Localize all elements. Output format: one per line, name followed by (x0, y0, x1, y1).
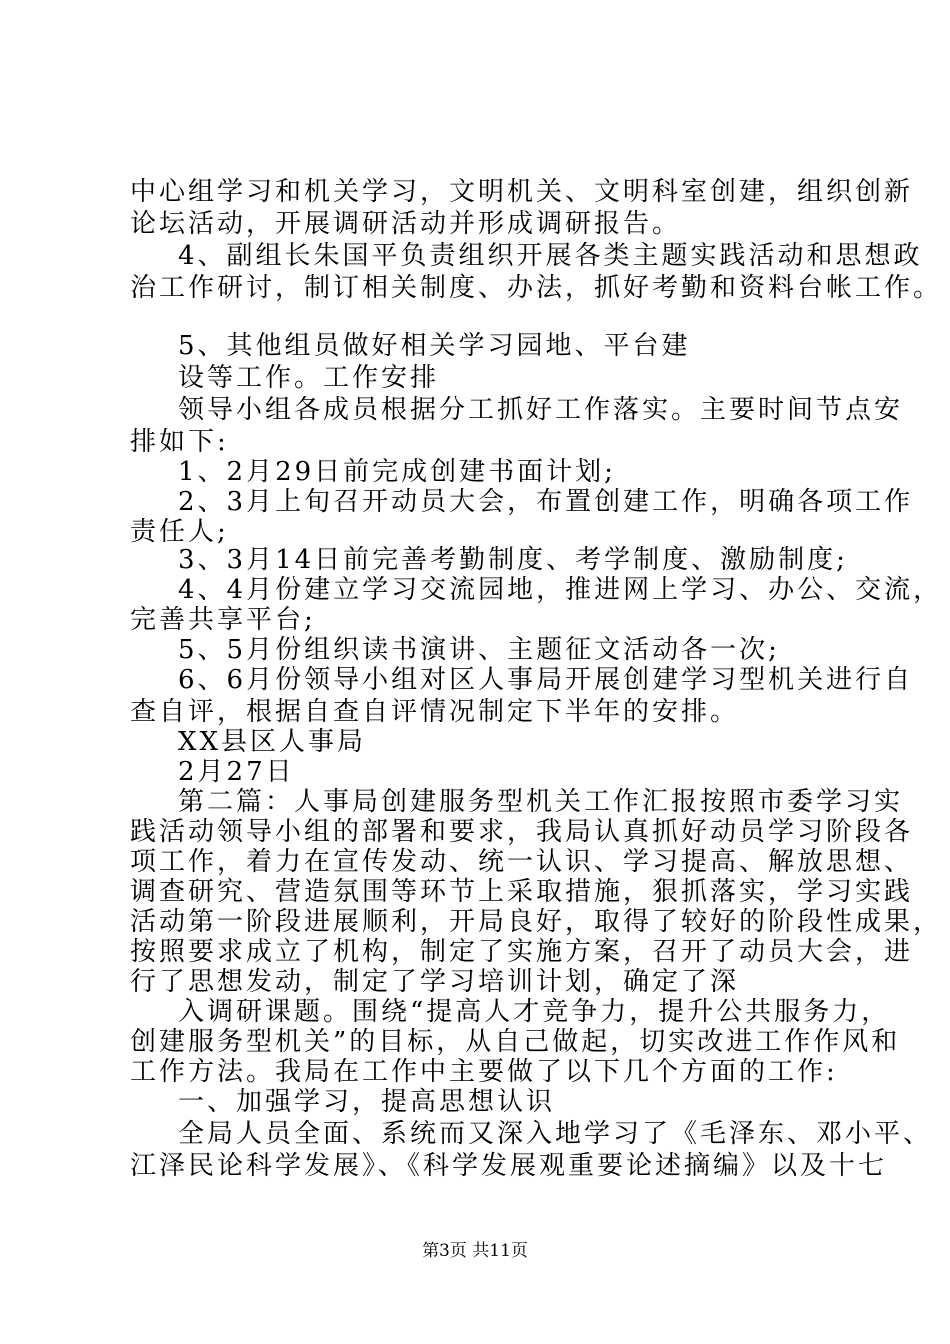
text-line: 江泽民论科学发展》、《科学发展观重要论述摘编》以及十七 (130, 1151, 888, 1181)
text-line: 创建服务型机关”的目标，从自己做起，切实改进工作作风和 (130, 1027, 901, 1057)
text-line: 5、5月份组织读书演讲、主题征文活动各一次; (178, 635, 780, 665)
text-line: 3、3月14日前完善考勤制度、考学制度、激励制度; (178, 545, 848, 575)
text-line: 第二篇：人事局创建服务型机关工作汇报按照市委学习实 (178, 787, 904, 817)
text-line: 项工作，着力在宣传发动、统一认识、学习提高、解放思想、 (130, 847, 914, 877)
text-line: 按照要求成立了机构，制定了实施方案，召开了动员大会，进 (130, 937, 914, 967)
text-line: 一、加强学习，提高思想认识 (178, 1087, 556, 1117)
text-line: 5、其他组员做好相关学习园地、平台建 (178, 331, 691, 361)
text-line: 全局人员全面、系统而又深入地学习了《毛泽东、邓小平、 (178, 1119, 933, 1149)
text-line: 完善共享平台; (130, 605, 316, 635)
text-line: 责任人; (130, 517, 229, 547)
text-line: 2、3月上旬召开动员大会，布置创建工作，明确各项工作 (178, 487, 914, 517)
text-line: 领导小组各成员根据分工抓好工作落实。主要时间节点安 (178, 395, 904, 425)
text-line: 中心组学习和机关学习，文明机关、文明科室创建，组织创新 (130, 177, 914, 207)
text-line: 治工作研讨，制订相关制度、办法，抓好考勤和资料台帐工作。 (130, 273, 943, 303)
text-line: 4、4月份建立学习交流园地，推进网上学习、办公、交流， (178, 575, 943, 605)
text-line: 调查研究、营造氛围等环节上采取措施，狠抓落实，学习实践 (130, 877, 914, 907)
text-line: XX县区人事局 (178, 727, 367, 757)
text-line: 4、副组长朱国平负责组织开展各类主题实践活动和思想政 (178, 241, 923, 271)
text-line: 设等工作。工作安排 (178, 363, 440, 393)
text-line: 2月27日 (178, 757, 295, 787)
text-line: 1、2月29日前完成创建书面计划; (178, 457, 616, 487)
text-line: 践活动领导小组的部署和要求，我局认真抓好动员学习阶段各 (130, 817, 914, 847)
text-line: 查自评，根据自查自评情况制定下半年的安排。 (130, 697, 740, 727)
text-line: 6、6月份领导小组对区人事局开展创建学习型机关进行自 (178, 665, 914, 695)
text-line: 活动第一阶段进展顺利，开局良好，取得了较好的阶段性成果， (130, 907, 943, 937)
text-line: 入调研课题。围绕“提高人才竞争力，提升公共服务力， (178, 997, 891, 1027)
page-number-footer: 第3页 共11页 (422, 1241, 528, 1261)
text-line: 排如下: (130, 427, 229, 457)
text-line: 工作方法。我局在工作中主要做了以下几个方面的工作: (130, 1057, 838, 1087)
text-line: 论坛活动，开展调研活动并形成调研报告。 (130, 209, 682, 239)
text-line: 行了思想发动，制定了学习培训计划，确定了深 (130, 967, 740, 997)
